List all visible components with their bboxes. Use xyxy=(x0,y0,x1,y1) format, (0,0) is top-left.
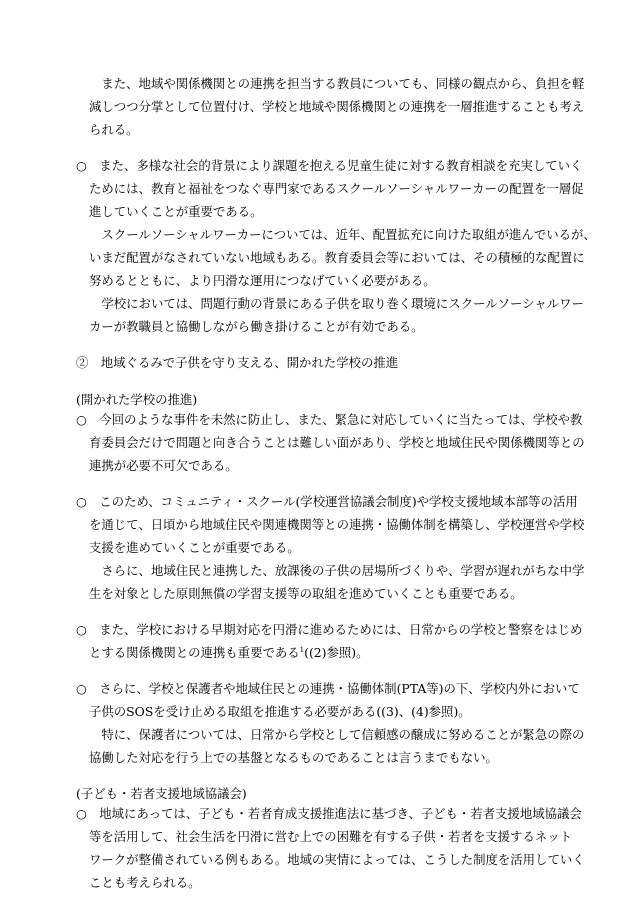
body-text-line: いまだ配置がなされていない地域もある。教育委員会等においては、その積極的な配置に xyxy=(89,250,585,265)
bullet-paragraph-line: ○ 今回のような事件を未然に防止し、また、緊急に対応していくに当たっては、学校や教 xyxy=(76,412,583,427)
bullet-paragraph-line: ○ また、学校における早期対応を円滑に進めるためには、日常からの学校と警察をはじめ xyxy=(76,622,583,637)
body-text-line: ワークが整備されている例もある。地域の実情によっては、こうした制度を活用していく xyxy=(89,852,585,867)
body-text-line: さらに、地域住民と連携した、放課後の子供の居場所づくりや、学習が遅れがちな中学 xyxy=(89,563,585,578)
body-text-line: 連携が必要不可欠である。 xyxy=(89,458,238,473)
footnote-marker: 1 xyxy=(299,645,305,654)
body-text-line: スクールソーシャルワーカーについては、近年、配置拡充に向けた取組が進んでいるが、 xyxy=(89,227,596,242)
bullet-paragraph-line: ○ このため、コミュニティ・スクール(学校運営協議会制度)や学校支援地域本部等の活用 xyxy=(76,494,578,509)
body-text-line xyxy=(89,645,369,661)
section-heading: ② 地域ぐるみで子供を守り支える、開かれた学校の推進 xyxy=(76,355,399,370)
body-text-line: カーが教職員と協働しながら働き掛けることが有効である。 xyxy=(89,319,424,334)
body-text-line: ことも考えられる。 xyxy=(89,875,201,890)
body-text-segment: とする関係機関との連携も重要である xyxy=(89,645,300,660)
body-text-line: られる。 xyxy=(89,122,139,137)
body-text-line: 減しつつ分掌として位置付け、学校と地域や関係機関との連携を一層推進することも考え xyxy=(89,99,585,114)
body-text-line: ためには、教育と福祉をつなぐ専門家であるスクールソーシャルワーカーの配置を一層促 xyxy=(89,181,584,196)
body-text-segment: ((2)参照)。 xyxy=(304,645,369,660)
body-text-line: 努めるとともに、より円滑な運用につなげていく必要がある。 xyxy=(89,273,436,288)
body-text-line: また、地域や関係機関との連携を担当する教員についても、同様の観点から、負担を軽 xyxy=(89,76,585,91)
bullet-paragraph-line: ○ また、多様な社会的背景により課題を抱える児童生徒に対する教育相談を充実していく xyxy=(76,158,583,173)
body-text-line: 学校においては、問題行動の背景にある子供を取り巻く環境にスクールソーシャルワー xyxy=(89,296,584,311)
body-text-line: を通じて、日頃から地域住民や関連機関等との連携・協働体制を構築し、学校運営や学校 xyxy=(89,517,585,532)
subsection-heading: (開かれた学校の推進) xyxy=(76,392,198,407)
body-text-line: 育委員会だけで問題と向き合うことは難しい面があり、学校と地域住民や関係機関等との xyxy=(89,435,585,450)
body-text-line: 生を対象とした原則無償の学習支援等の取組を進めていくことも重要である。 xyxy=(89,586,523,601)
body-text-line: 協働した対応を行う上での基盤となるものであることは言うまでもない。 xyxy=(89,750,498,765)
bullet-paragraph-line: ○ 地域にあっては、子ども・若者育成支援推進法に基づき、子ども・若者支援地域協議会 xyxy=(76,806,582,821)
body-text-line: 等を活用して、社会生活を円滑に営む上での困難を有する子供・若者を支援するネット xyxy=(89,829,572,844)
body-text-line: 支援を進めていくことが重要である。 xyxy=(89,540,300,555)
subsection-heading: (子ども・若者支援地域協議会) xyxy=(76,786,247,801)
body-text-line: 進していくことが重要である。 xyxy=(89,204,263,219)
bullet-paragraph-line: ○ さらに、学校と保護者や地域住民との連携・協働体制(PTA等)の下、学校内外において xyxy=(76,681,580,696)
body-text-line: 子供のSOSを受け止める取組を推進する必要がある((3)、(4)参照)。 xyxy=(89,704,471,719)
body-text-line: 特に、保護者については、日常から学校として信頼感の醸成に努めることが緊急の際の xyxy=(89,727,585,742)
